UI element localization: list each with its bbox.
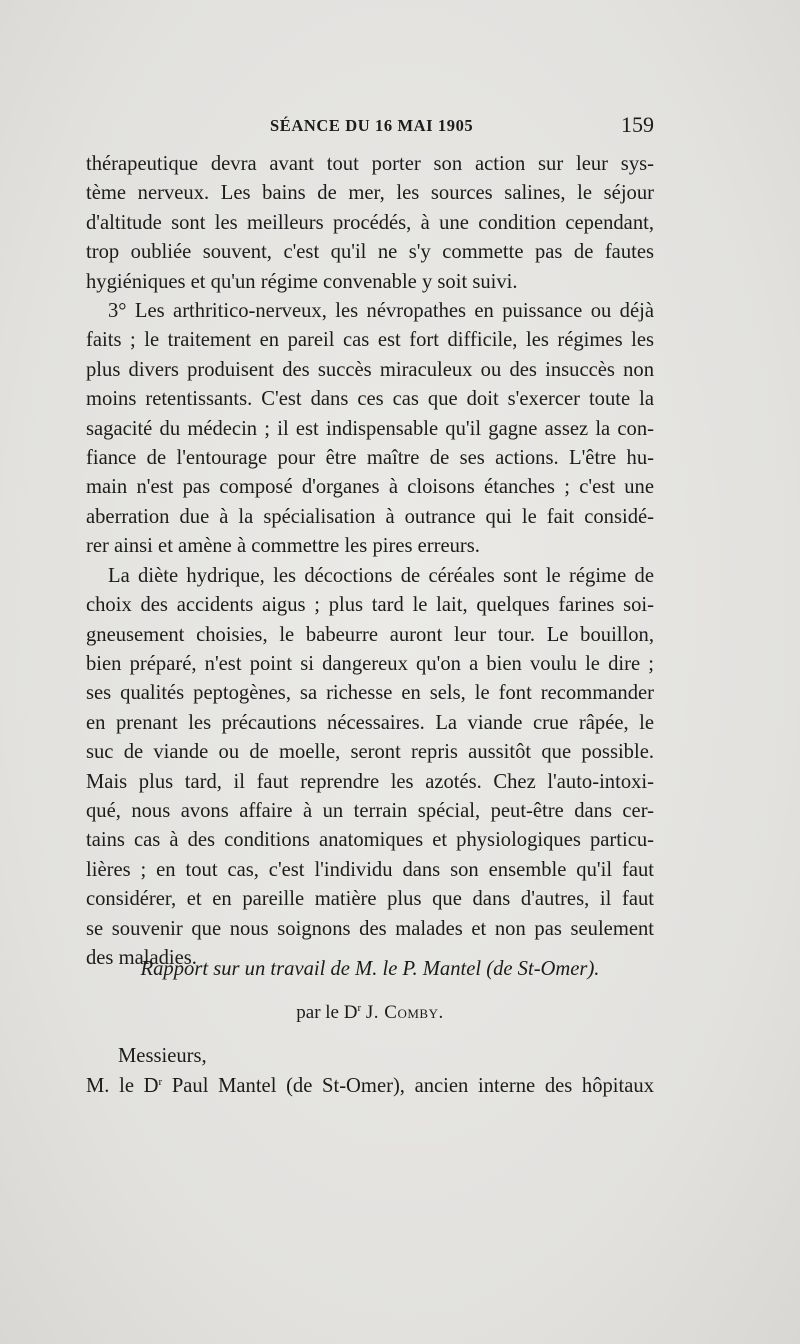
body-text — [86, 150, 654, 973]
salutation: Messieurs, — [118, 1045, 207, 1067]
running-head: SÉANCE DU 16 MAI 1905 — [270, 116, 474, 135]
text-line: considérer, et en pareille matière plus que dans d'autres, il faut — [86, 888, 654, 911]
closing-rest: Paul Mantel (de St-Omer), ancien interne des hôpitaux — [162, 1075, 654, 1097]
text-line: main n'est pas composé d'organes à cloisons étanches ; c'est une — [86, 476, 654, 499]
text-line: gneusement choisies, le babeurre auront leur tour. Le bouillon, — [86, 623, 654, 646]
text-line: rer ainsi et amène à commettre les pires erreurs. — [86, 535, 480, 558]
text-line: trop oubliée souvent, c'est qu'il ne s'y commette pas de fautes — [86, 241, 654, 264]
text-line: Mais plus tard, il faut reprendre les azotés. Chez l'auto-intoxi- — [86, 770, 654, 793]
text-line: moins retentissants. C'est dans ces cas que doit s'exercer toute la — [86, 388, 654, 411]
report-title: Rapport sur un travail de M. le P. Mantel (de St-Omer). — [140, 958, 600, 980]
text-line: bien préparé, n'est point si dangereux qu'on a bien voulu le dire ; — [86, 652, 654, 675]
text-line: suc de viande ou de moelle, seront repris aussitôt que possible. — [86, 741, 654, 764]
text-line: La diète hydrique, les décoctions de céréales sont le régime de — [108, 564, 654, 587]
text-line: plus divers produisent des succès miraculeux ou des insuccès non — [86, 358, 654, 381]
byline-prefix: par le D — [296, 1002, 358, 1023]
closing-line — [86, 1075, 654, 1098]
page-header — [270, 112, 654, 142]
page-number: 159 — [621, 112, 654, 137]
text-line: ses qualités peptogènes, sa richesse en sels, le font recommander — [86, 682, 654, 705]
text-line: en prenant les précautions nécessaires. La viande crue râpée, le — [86, 711, 654, 734]
paragraph — [86, 297, 654, 562]
closing-sup: r — [158, 1076, 163, 1088]
text-line: hygiéniques et qu'un régime convenable y soit suivi. — [86, 270, 518, 293]
report-byline — [86, 1002, 654, 1024]
text-line: sagacité du médecin ; il est indispensable qu'il gagne assez la con- — [86, 417, 654, 440]
text-line: fiance de l'entourage pour être maître de ses actions. L'être hu- — [86, 447, 654, 470]
byline-sup: r — [357, 1002, 362, 1014]
text-line: aberration due à la spécialisation à outrance qui le fait considé- — [86, 505, 654, 528]
text-line: lières ; en tout cas, c'est l'individu dans son ensemble qu'il faut — [86, 858, 654, 881]
text-line: qué, nous avons affaire à un terrain spécial, peut-être dans cer- — [86, 799, 654, 822]
text-line: thérapeutique devra avant tout porter son action sur leur sys- — [86, 153, 654, 175]
paragraph — [86, 562, 654, 974]
closing-prefix: M. le D — [86, 1075, 159, 1097]
text-line: des maladies. — [86, 946, 197, 969]
paragraph — [86, 150, 654, 297]
text-line: d'altitude sont les meilleurs procédés, à une condition cependant, — [86, 211, 654, 234]
text-line: choix des accidents aigus ; plus tard le lait, quelques farines soi- — [86, 594, 654, 617]
text-line: 3° Les arthritico-nerveux, les névropathes en puissance ou déjà — [108, 300, 654, 323]
text-line: tains cas à des conditions anatomiques et physiologiques particu- — [86, 829, 654, 852]
text-line: faits ; le traitement en pareil cas est fort difficile, les régimes les — [86, 329, 654, 352]
text-line: se souvenir que nous soignons des malades et non pas seulement — [86, 917, 654, 940]
byline-author: J. Comby. — [365, 1002, 444, 1023]
text-line: tème nerveux. Les bains de mer, les sources salines, le séjour — [86, 182, 654, 205]
